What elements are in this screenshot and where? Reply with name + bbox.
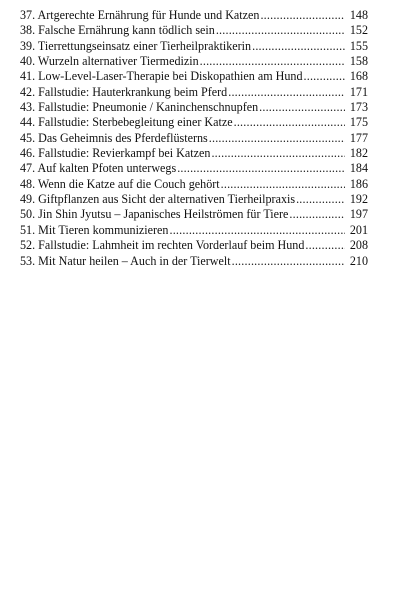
toc-leader-dots <box>304 69 345 84</box>
toc-entry-title: 49. Giftpflanzen aus Sicht der alternativen Tierheilpraxis <box>20 192 296 207</box>
toc-entry <box>20 54 368 69</box>
toc-entry-page: 175 <box>349 115 368 130</box>
toc-leader-dots <box>305 238 345 253</box>
toc-entry-title: 37. Artgerechte Ernährung für Hunde und Katzen <box>20 8 260 22</box>
toc-entry <box>20 207 368 222</box>
toc-entry-page: 186 <box>349 176 368 191</box>
toc-entry <box>20 254 368 269</box>
toc-entry-title: 50. Jin Shin Jyutsu – Japanisches Heilströmen für Tiere <box>20 207 289 222</box>
toc-entry-title: 38. Falsche Ernährung kann tödlich sein <box>20 23 215 38</box>
table-of-contents <box>20 8 368 269</box>
toc-entry-page: 152 <box>349 23 368 38</box>
toc-entry <box>20 223 368 238</box>
toc-entry-page: 148 <box>349 8 368 22</box>
toc-entry-title: 40. Wurzeln alternativer Tiermedizin <box>20 54 199 69</box>
toc-entry-page: 177 <box>349 130 368 145</box>
toc-leader-dots <box>228 85 345 100</box>
toc-entry <box>20 39 368 54</box>
toc-leader-dots <box>296 192 345 207</box>
toc-entry <box>20 238 368 253</box>
toc-leader-dots <box>221 177 345 192</box>
toc-entry <box>20 8 368 23</box>
toc-entry-page: 197 <box>349 207 368 222</box>
toc-entry-title: 44. Fallstudie: Sterbebegleitung einer Katze <box>20 115 233 130</box>
toc-leader-dots <box>216 23 345 38</box>
toc-entry-title: 47. Auf kalten Pfoten unterwegs <box>20 161 177 176</box>
toc-leader-dots <box>211 146 345 161</box>
toc-entry-page: 201 <box>349 222 368 237</box>
toc-entry-title: 53. Mit Natur heilen – Auch in der Tierwelt <box>20 253 231 268</box>
toc-leader-dots <box>260 8 345 23</box>
toc-entry <box>20 177 368 192</box>
toc-entry <box>20 146 368 161</box>
toc-leader-dots <box>177 161 345 176</box>
toc-leader-dots <box>289 207 345 222</box>
toc-entry-page: 184 <box>349 161 368 176</box>
toc-leader-dots <box>200 54 345 69</box>
toc-entry-page: 155 <box>349 38 368 53</box>
toc-entry-page: 158 <box>349 54 368 69</box>
toc-entry-title: 43. Fallstudie: Pneumonie / Kaninchenschnupfen <box>20 100 259 115</box>
toc-entry-page: 210 <box>349 253 368 268</box>
toc-entry-page: 208 <box>349 238 368 253</box>
toc-leader-dots <box>232 254 345 269</box>
toc-entry <box>20 115 368 130</box>
toc-entry-page: 168 <box>349 69 368 84</box>
toc-entry-page: 173 <box>349 100 368 115</box>
toc-entry-page: 192 <box>349 192 368 207</box>
toc-entry-title: 45. Das Geheimnis des Pferdeflüsterns <box>20 130 208 145</box>
toc-entry-page: 171 <box>349 84 368 99</box>
toc-leader-dots <box>259 100 345 115</box>
toc-entry-title: 41. Low-Level-Laser-Therapie bei Diskopathien am Hund <box>20 69 303 84</box>
toc-entry <box>20 23 368 38</box>
toc-entry-page: 182 <box>349 146 368 161</box>
toc-entry <box>20 100 368 115</box>
toc-entry-title: 46. Fallstudie: Revierkampf bei Katzen <box>20 146 211 161</box>
toc-entry-title: 51. Mit Tieren kommunizieren <box>20 222 169 237</box>
toc-entry <box>20 161 368 176</box>
toc-leader-dots <box>252 39 345 54</box>
toc-entry-title: 39. Tierrettungseinsatz einer Tierheilpraktikerin <box>20 38 252 53</box>
toc-entry <box>20 192 368 207</box>
toc-entry <box>20 85 368 100</box>
toc-entry <box>20 131 368 146</box>
toc-leader-dots <box>209 131 345 146</box>
toc-entry-title: 48. Wenn die Katze auf die Couch gehört <box>20 176 220 191</box>
toc-entry-title: 42. Fallstudie: Hauterkrankung beim Pferd <box>20 84 228 99</box>
toc-leader-dots <box>169 223 345 238</box>
toc-entry <box>20 69 368 84</box>
toc-leader-dots <box>234 115 345 130</box>
toc-entry-title: 52. Fallstudie: Lahmheit im rechten Vorderlauf beim Hund <box>20 238 305 253</box>
